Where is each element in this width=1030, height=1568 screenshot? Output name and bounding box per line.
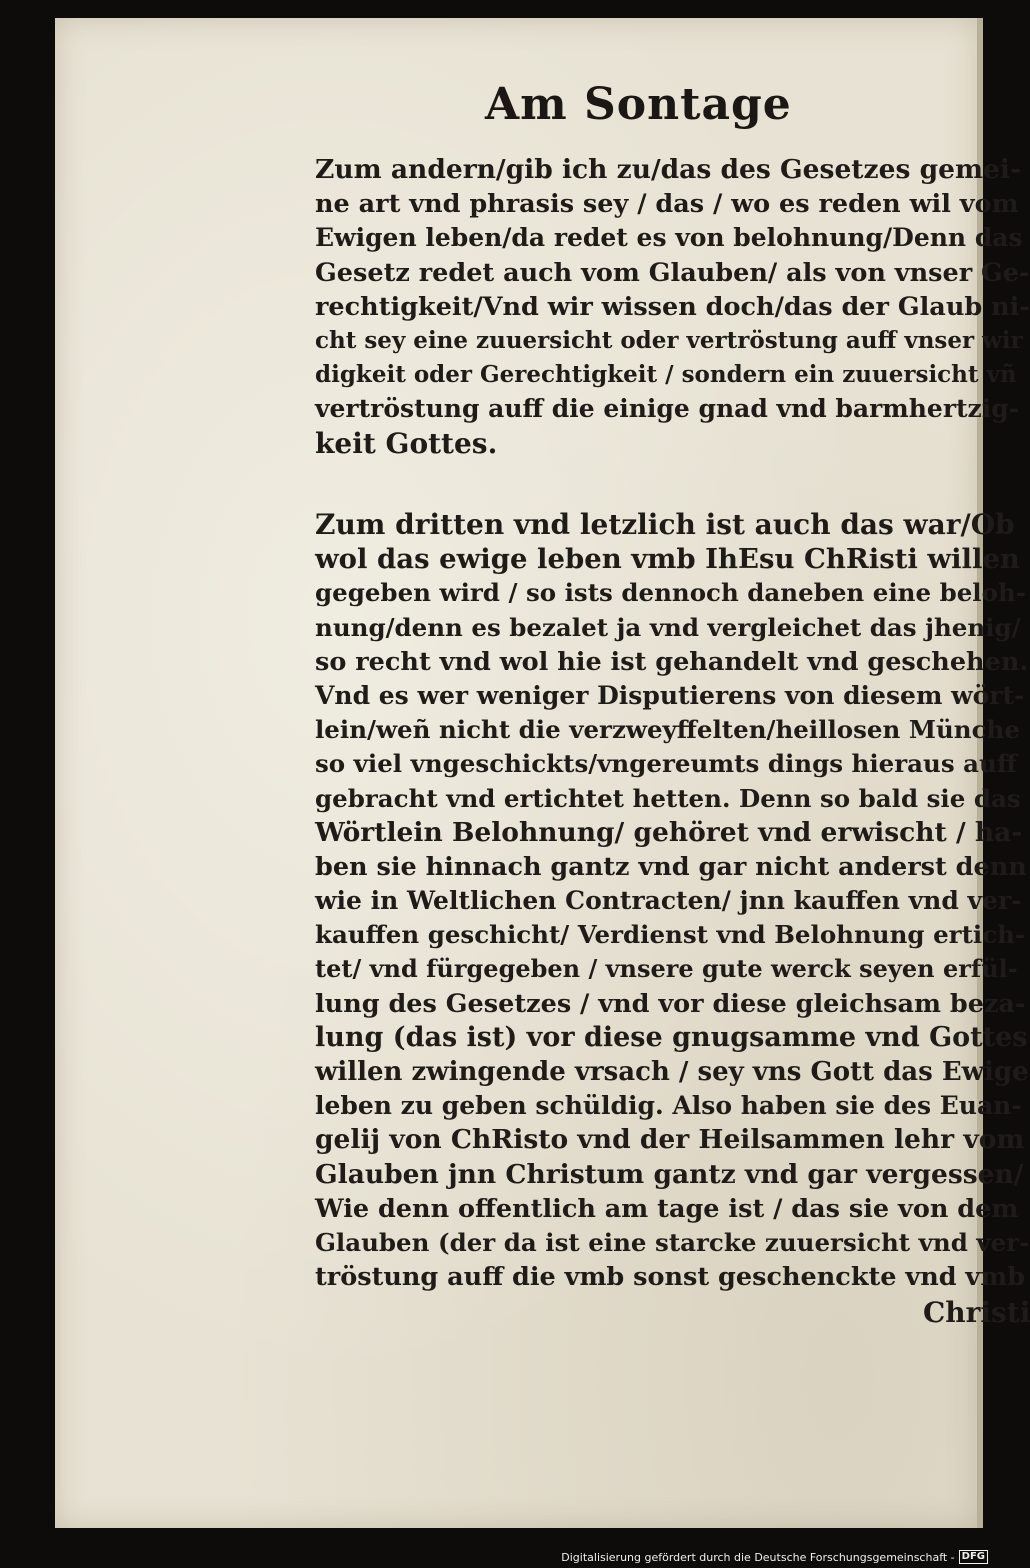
paragraph-2	[315, 508, 1030, 1294]
text-line: Vnd es wer weniger Disputierens von diesem wört-	[315, 680, 1025, 710]
text-line: gelij von ChRisto vnd der Heilsammen lehr vom	[315, 1124, 1025, 1156]
text-line: Wörtlein Belohnung/ gehöret vnd erwischt / ha-	[315, 816, 1023, 848]
text-line: ben sie hinnach gantz vnd gar nicht anderst denn	[315, 851, 1027, 882]
paragraph-1	[315, 153, 1030, 461]
text-line: digkeit oder Gerechtigkeit / sondern ein zuuersicht vñ	[315, 361, 1017, 389]
text-line: kauffen geschicht/ Verdienst vnd Belohnung ertich-	[315, 920, 1026, 950]
text-line: gegeben wird / so ists dennoch daneben eine beloh-	[315, 578, 1026, 608]
text-line: lung des Gesetzes / vnd vor diese gleichsam beza-	[315, 988, 1026, 1019]
text-line: ne art vnd phrasis sey / das / wo es reden wil vom	[315, 189, 1019, 220]
text-line: rechtigkeit/Vnd wir wissen doch/das der Glaub ni-	[315, 291, 1030, 322]
text-line: Zum dritten vnd letzlich ist auch das war/Ob	[315, 508, 1015, 541]
text-line: Wie denn offentlich am tage ist / das sie von dem	[315, 1193, 1019, 1224]
text-line: lein/weñ nicht die verzweyffelten/heillosen Münche	[315, 715, 1020, 745]
text-line: tet/ vnd fürgegeben / vnsere gute werck seyen erfül-	[315, 954, 1018, 984]
text-line: nung/denn es bezalet ja vnd vergleichet das jhenig/	[315, 612, 1021, 642]
digitization-credit	[561, 1550, 988, 1564]
text-line: gebracht vnd ertichtet hetten. Denn so bald sie das	[315, 783, 1021, 813]
book-page	[55, 18, 1030, 1528]
running-title: Am Sontage	[485, 79, 792, 130]
text-line: Ewigen leben/da redet es von belohnung/Denn das	[315, 223, 1023, 253]
text-line: lung (das ist) vor diese gnugsamme vnd Gottes	[315, 1021, 1028, 1053]
credit-text: Digitalisierung gefördert durch die Deutsche Forschungsgemeinschaft -	[561, 1550, 955, 1564]
text-line: wol das ewige leben vmb IhEsu ChRisti willen	[315, 543, 1020, 576]
text-line: vertröstung auff die einige gnad vnd barmhertzig-	[315, 394, 1020, 424]
text-line: Gesetz redet auch vom Glauben/ als von vnser Ge-	[315, 257, 1030, 288]
text-line: leben zu geben schüldig. Also haben sie des Euan-	[315, 1091, 1022, 1121]
text-line: Zum andern/gib ich zu/das des Gesetzes gemei-	[315, 154, 1021, 185]
text-line: cht sey eine zuuersicht oder vertröstung auff vnser wir	[315, 326, 1023, 354]
text-line: so recht vnd wol hie ist gehandelt vnd geschehen.	[315, 646, 1029, 677]
text-line: tröstung auff die vmb sonst geschenckte vnd vmb	[315, 1262, 1026, 1293]
text-line: keit Gottes.	[315, 426, 498, 460]
text-line: Glauben jnn Christum gantz vnd gar vergessen/	[315, 1158, 1024, 1190]
text-line: willen zwingende vrsach / sey vns Gott das Ewige	[315, 1057, 1029, 1087]
text-line: so viel vngeschickts/vngereumts dings hieraus auff	[315, 749, 1017, 779]
text-line: wie in Weltlichen Contracten/ jnn kauffen vnd ver-	[315, 886, 1022, 916]
catchword: Christi	[923, 1296, 1030, 1329]
dfg-logo: DFG	[959, 1550, 988, 1564]
text-line: Glauben (der da ist eine starcke zuuersicht vnd ver-	[315, 1227, 1030, 1257]
